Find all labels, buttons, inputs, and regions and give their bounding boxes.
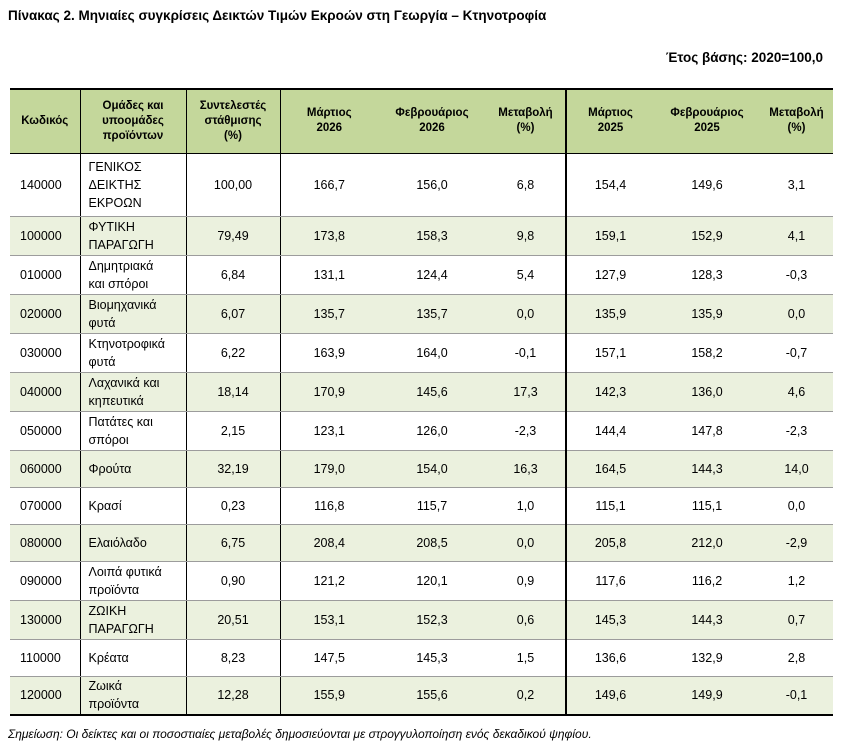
header-february-2026: Φεβρουάριος 2026 (378, 89, 486, 153)
cell-february-2025: 212,0 (654, 524, 760, 561)
table-row (10, 372, 833, 411)
cell-change-2025: 4,6 (760, 372, 833, 411)
cell-march-2025: 117,6 (566, 561, 654, 600)
cell-group-name (80, 411, 186, 450)
table-row (10, 333, 833, 372)
group-name-line: Φρούτα (88, 461, 132, 476)
cell-february-2026: 120,1 (378, 561, 486, 600)
group-name-line: ΓΕΝΙΚΟΣ (88, 159, 142, 174)
cell-february-2026: 154,0 (378, 450, 486, 487)
cell-march-2025: 135,9 (566, 294, 654, 333)
cell-march-2025: 144,4 (566, 411, 654, 450)
cell-code: 140000 (10, 153, 80, 216)
cell-group-name (80, 487, 186, 524)
cell-march-2026: 116,8 (280, 487, 378, 524)
cell-march-2025: 154,4 (566, 153, 654, 216)
cell-weight: 2,15 (186, 411, 280, 450)
cell-weight: 0,90 (186, 561, 280, 600)
cell-change-2026: -0,1 (486, 333, 566, 372)
cell-change-2026: 16,3 (486, 450, 566, 487)
group-name-line: Λαχανικά και (88, 375, 160, 390)
cell-change-2026: 0,0 (486, 294, 566, 333)
group-name-line: σπόροι (88, 432, 129, 447)
table-row (10, 600, 833, 639)
cell-group-name (80, 255, 186, 294)
cell-march-2026: 170,9 (280, 372, 378, 411)
cell-march-2026: 173,8 (280, 216, 378, 255)
cell-march-2026: 123,1 (280, 411, 378, 450)
cell-february-2025: 149,6 (654, 153, 760, 216)
group-name-line: Κρέατα (88, 650, 129, 665)
cell-change-2025: 4,1 (760, 216, 833, 255)
cell-weight: 6,75 (186, 524, 280, 561)
cell-weight: 0,23 (186, 487, 280, 524)
cell-february-2025: 147,8 (654, 411, 760, 450)
cell-weight: 18,14 (186, 372, 280, 411)
cell-change-2025: 14,0 (760, 450, 833, 487)
cell-march-2025: 145,3 (566, 600, 654, 639)
cell-february-2025: 136,0 (654, 372, 760, 411)
cell-february-2026: 158,3 (378, 216, 486, 255)
base-year-label: Έτος βάσης: 2020=100,0 (665, 50, 823, 65)
cell-code: 080000 (10, 524, 80, 561)
cell-march-2026: 155,9 (280, 676, 378, 715)
cell-weight: 6,84 (186, 255, 280, 294)
cell-weight: 12,28 (186, 676, 280, 715)
cell-code: 110000 (10, 639, 80, 676)
cell-february-2025: 144,3 (654, 450, 760, 487)
cell-march-2026: 208,4 (280, 524, 378, 561)
cell-change-2025: -2,9 (760, 524, 833, 561)
cell-group-name (80, 294, 186, 333)
cell-weight: 79,49 (186, 216, 280, 255)
cell-weight: 6,07 (186, 294, 280, 333)
group-name-line: Ζωικά (88, 679, 122, 694)
cell-change-2026: 0,6 (486, 600, 566, 639)
cell-group-name (80, 153, 186, 216)
footnote: Σημείωση: Οι δείκτες και οι ποσοστιαίες μεταβολές δημοσιεύονται με στρογγυλοποίηση ενός δεκαδικού ψηφίου. (8, 727, 592, 741)
cell-february-2025: 158,2 (654, 333, 760, 372)
cell-change-2026: 0,9 (486, 561, 566, 600)
group-name-line: και σπόροι (88, 276, 149, 291)
cell-code: 020000 (10, 294, 80, 333)
cell-weight: 8,23 (186, 639, 280, 676)
cell-group-name (80, 561, 186, 600)
cell-march-2025: 136,6 (566, 639, 654, 676)
table-row (10, 216, 833, 255)
cell-group-name (80, 600, 186, 639)
header-code: Κωδικός (10, 89, 80, 153)
cell-weight: 100,00 (186, 153, 280, 216)
cell-code: 130000 (10, 600, 80, 639)
cell-group-name (80, 216, 186, 255)
cell-change-2026: 17,3 (486, 372, 566, 411)
group-name-line: Κτηνοτροφικά (88, 336, 165, 351)
cell-change-2026: 1,5 (486, 639, 566, 676)
group-name-line: προϊόντα (88, 697, 140, 712)
table-row (10, 639, 833, 676)
cell-march-2026: 147,5 (280, 639, 378, 676)
cell-change-2025: 1,2 (760, 561, 833, 600)
header-change-2025: Μεταβολή (%) (760, 89, 833, 153)
cell-march-2025: 205,8 (566, 524, 654, 561)
cell-february-2025: 132,9 (654, 639, 760, 676)
group-name-line: Πατάτες και (88, 414, 153, 429)
cell-code: 070000 (10, 487, 80, 524)
cell-change-2026: 0,2 (486, 676, 566, 715)
cell-change-2026: -2,3 (486, 411, 566, 450)
cell-code: 030000 (10, 333, 80, 372)
header-change-2026: Μεταβολή (%) (486, 89, 566, 153)
header-row (10, 89, 833, 153)
cell-february-2026: 208,5 (378, 524, 486, 561)
cell-february-2026: 145,6 (378, 372, 486, 411)
cell-code: 010000 (10, 255, 80, 294)
cell-weight: 6,22 (186, 333, 280, 372)
cell-february-2025: 115,1 (654, 487, 760, 524)
cell-march-2026: 121,2 (280, 561, 378, 600)
cell-february-2026: 156,0 (378, 153, 486, 216)
cell-march-2026: 166,7 (280, 153, 378, 216)
group-name-line: ΠΑΡΑΓΩΓΗ (88, 237, 154, 252)
table-row (10, 524, 833, 561)
group-name-line: ΔΕΙΚΤΗΣ (88, 177, 142, 192)
group-name-line: Ελαιόλαδο (88, 535, 147, 550)
header-march-2025: Μάρτιος 2025 (566, 89, 654, 153)
group-name-line: ΕΚΡΟΩΝ (88, 195, 142, 210)
cell-code: 060000 (10, 450, 80, 487)
cell-change-2025: -0,1 (760, 676, 833, 715)
group-name-line: ΦΥΤΙΚΗ (88, 219, 135, 234)
cell-code: 120000 (10, 676, 80, 715)
cell-february-2025: 128,3 (654, 255, 760, 294)
cell-march-2026: 131,1 (280, 255, 378, 294)
cell-february-2025: 149,9 (654, 676, 760, 715)
cell-february-2025: 144,3 (654, 600, 760, 639)
table-row (10, 255, 833, 294)
cell-march-2025: 142,3 (566, 372, 654, 411)
table-row (10, 411, 833, 450)
cell-change-2025: 0,0 (760, 487, 833, 524)
cell-march-2025: 115,1 (566, 487, 654, 524)
cell-group-name (80, 639, 186, 676)
table-row (10, 676, 833, 715)
cell-weight: 20,51 (186, 600, 280, 639)
table-title: Πίνακας 2. Μηνιαίες συγκρίσεις Δεικτών Τιμών Εκροών στη Γεωργία – Κτηνοτροφία (8, 8, 547, 23)
cell-code: 040000 (10, 372, 80, 411)
cell-march-2026: 153,1 (280, 600, 378, 639)
cell-february-2025: 135,9 (654, 294, 760, 333)
cell-march-2025: 127,9 (566, 255, 654, 294)
group-name-line: κηπευτικά (88, 393, 144, 408)
cell-code: 090000 (10, 561, 80, 600)
cell-code: 050000 (10, 411, 80, 450)
cell-february-2026: 135,7 (378, 294, 486, 333)
cell-change-2025: 3,1 (760, 153, 833, 216)
cell-change-2025: 2,8 (760, 639, 833, 676)
cell-march-2026: 179,0 (280, 450, 378, 487)
cell-change-2025: 0,7 (760, 600, 833, 639)
cell-march-2025: 164,5 (566, 450, 654, 487)
table-row (10, 153, 833, 216)
group-name-line: Δημητριακά (88, 258, 154, 273)
header-groups: Ομάδες και υποομάδες προϊόντων (80, 89, 186, 153)
cell-group-name (80, 676, 186, 715)
cell-february-2025: 152,9 (654, 216, 760, 255)
cell-march-2025: 159,1 (566, 216, 654, 255)
group-name-line: Κρασί (88, 498, 122, 513)
cell-group-name (80, 450, 186, 487)
group-name-line: φυτά (88, 354, 116, 369)
group-name-line: φυτά (88, 315, 116, 330)
cell-march-2026: 135,7 (280, 294, 378, 333)
cell-change-2026: 6,8 (486, 153, 566, 216)
group-name-line: προϊόντα (88, 582, 140, 597)
header-february-2025: Φεβρουάριος 2025 (654, 89, 760, 153)
group-name-line: ΠΑΡΑΓΩΓΗ (88, 621, 154, 636)
cell-change-2026: 0,0 (486, 524, 566, 561)
cell-february-2026: 145,3 (378, 639, 486, 676)
table-row (10, 487, 833, 524)
cell-february-2026: 152,3 (378, 600, 486, 639)
cell-code: 100000 (10, 216, 80, 255)
cell-group-name (80, 333, 186, 372)
group-name-line: Λοιπά φυτικά (88, 564, 162, 579)
cell-march-2026: 163,9 (280, 333, 378, 372)
cell-change-2025: -0,7 (760, 333, 833, 372)
table-row (10, 294, 833, 333)
cell-change-2025: -0,3 (760, 255, 833, 294)
cell-change-2026: 9,8 (486, 216, 566, 255)
group-name-line: ΖΩΙΚΗ (88, 603, 127, 618)
cell-change-2026: 1,0 (486, 487, 566, 524)
cell-group-name (80, 524, 186, 561)
header-march-2026: Μάρτιος 2026 (280, 89, 378, 153)
cell-february-2026: 126,0 (378, 411, 486, 450)
price-index-table (10, 88, 833, 716)
cell-march-2025: 149,6 (566, 676, 654, 715)
table-row (10, 450, 833, 487)
cell-group-name (80, 372, 186, 411)
cell-change-2025: 0,0 (760, 294, 833, 333)
header-weights: Συντελεστές στάθμισης (%) (186, 89, 280, 153)
group-name-line: Βιομηχανικά (88, 297, 157, 312)
cell-change-2026: 5,4 (486, 255, 566, 294)
cell-february-2026: 155,6 (378, 676, 486, 715)
cell-weight: 32,19 (186, 450, 280, 487)
cell-february-2026: 124,4 (378, 255, 486, 294)
cell-february-2026: 164,0 (378, 333, 486, 372)
cell-march-2025: 157,1 (566, 333, 654, 372)
cell-february-2025: 116,2 (654, 561, 760, 600)
cell-february-2026: 115,7 (378, 487, 486, 524)
cell-change-2025: -2,3 (760, 411, 833, 450)
table-row (10, 561, 833, 600)
